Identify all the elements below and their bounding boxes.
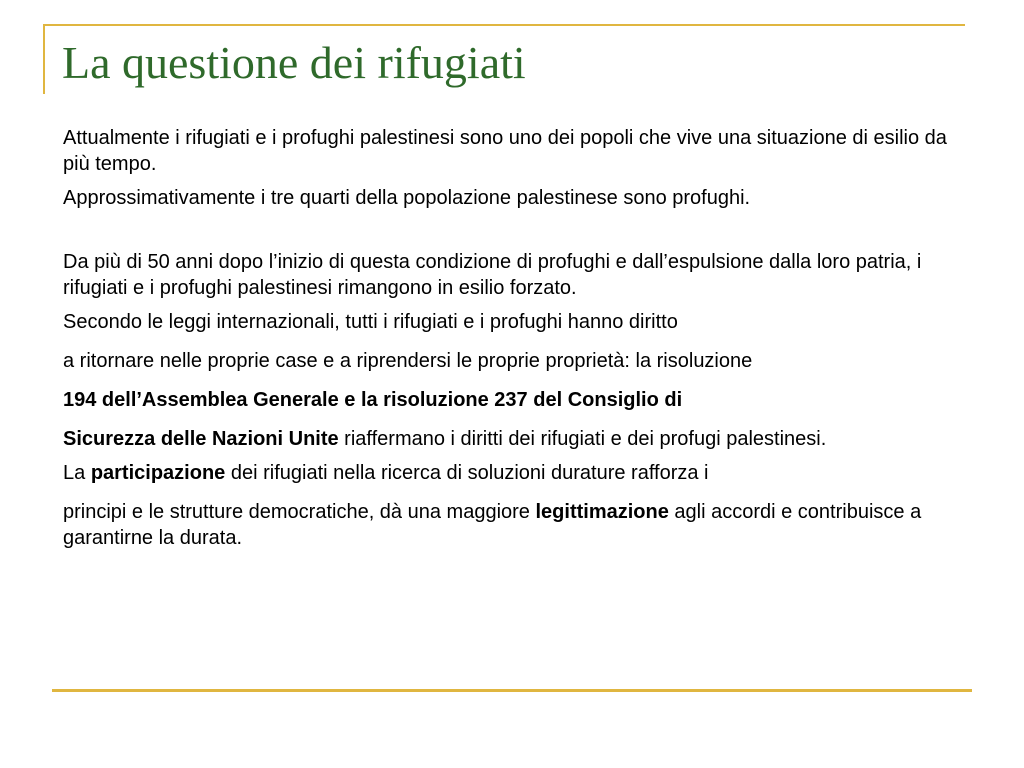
- legitimation-lead: principi e le strutture democratiche, dà una maggiore: [63, 501, 536, 523]
- security-council-text: riaffermano i diritti dei rifugiati e dei profugi palestinesi.: [338, 428, 827, 450]
- participation-lead: La: [63, 462, 91, 484]
- paragraph-exile: Attualmente i rifugiati e i profughi palestinesi sono uno dei popoli che vive una situazione di esilio da più tempo.: [63, 127, 947, 175]
- slide-body: [63, 125, 973, 551]
- paragraph-international-law: Secondo le leggi internazionali, tutti i rifugiati e i profughi hanno diritto: [63, 311, 678, 333]
- paragraph-legitimation: [63, 499, 973, 551]
- paragraph-security-council: [63, 426, 973, 452]
- paragraph-fifty-years: Da più di 50 anni dopo l’inizio di questa condizione di profughi e dall’espulsione dalla loro patria, i rifugiati e i profughi palestinesi rimangono in esilio forzato.: [63, 251, 922, 299]
- slide-title: La questione dei rifugiati: [62, 37, 526, 88]
- paragraph-resolutions: [63, 387, 973, 413]
- paragraph-participation: [63, 460, 973, 486]
- legitimation-bold: legittimazione: [535, 501, 669, 523]
- participation-bold: participazione: [90, 462, 226, 484]
- security-council-bold: Sicurezza delle Nazioni Unite: [63, 428, 339, 450]
- resolutions-bold: 194 dell’Assemblea Generale e la risoluzione 237 del Consiglio di: [63, 389, 683, 411]
- legitimation-text: agli accordi e contribuisce a garantirne la durata.: [63, 501, 922, 549]
- top-rule: [43, 24, 965, 26]
- bottom-rule: [52, 689, 972, 692]
- participation-text: dei rifugiati nella ricerca di soluzioni durature rafforza i: [225, 462, 709, 484]
- paragraph-right-of-return: a ritornare nelle proprie case e a riprendersi le proprie proprietà: la risoluzione: [63, 350, 753, 372]
- paragraph-three-quarters: Approssimativamente i tre quarti della popolazione palestinese sono profughi.: [63, 187, 751, 209]
- left-rule: [43, 24, 45, 94]
